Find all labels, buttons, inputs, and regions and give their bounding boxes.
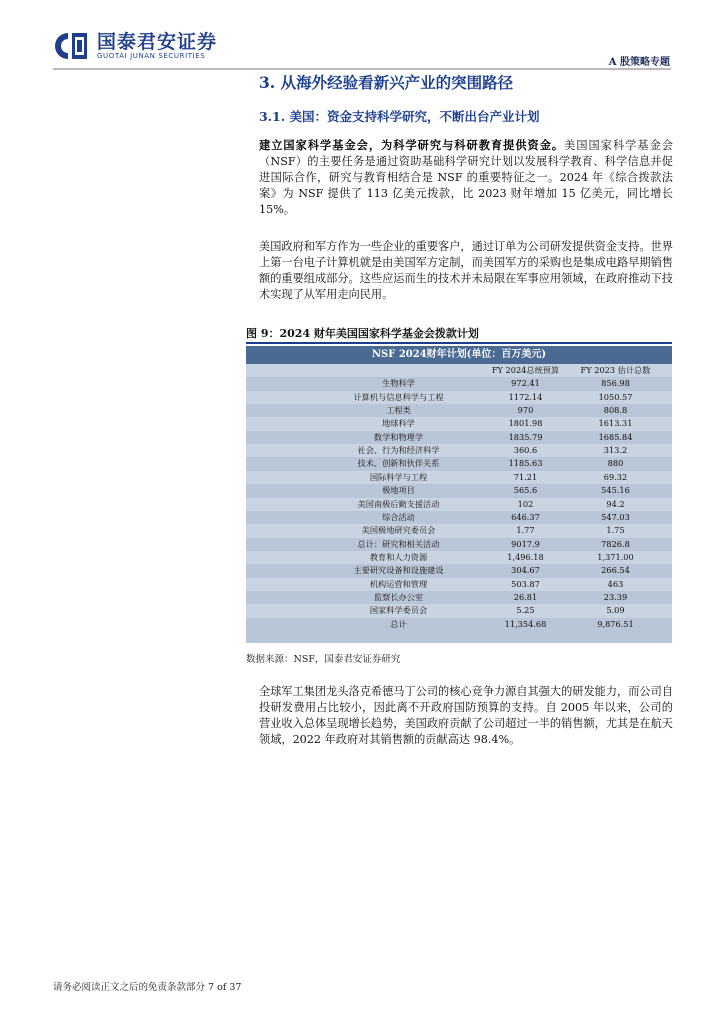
row-label: 总计：研究和相关活动 [357, 538, 440, 549]
row-value: 808.8 [603, 405, 628, 416]
table-row [246, 591, 672, 604]
row-label: 极地项目 [382, 485, 415, 496]
row-label: 主要研究设备和设施建设 [353, 565, 444, 576]
row-value: 26.81 [513, 591, 538, 602]
row-value: 503.87 [511, 578, 540, 589]
row-value: 1.75 [606, 525, 625, 536]
row-value: 565.6 [513, 485, 538, 496]
figure-source: 数据来源：NSF，国泰君安证券研究 [246, 654, 401, 665]
table-row [246, 391, 672, 404]
row-value: 1185.63 [508, 458, 543, 469]
row-label: 生物科学 [382, 378, 415, 389]
row-value: 266.54 [601, 565, 630, 576]
row-value: 304.67 [511, 565, 540, 576]
row-value: 23.39 [603, 591, 628, 602]
row-value: 9,876.51 [597, 618, 634, 629]
row-value: 313.2 [603, 445, 628, 456]
table-row [246, 404, 672, 417]
section-title: 3. 从海外经验看新兴产业的突围路径 [259, 73, 514, 92]
table-row [246, 417, 672, 430]
figure-title: 图 9：2024 财年美国国家科学基金会拨款计划 [246, 327, 479, 340]
row-value: 5.09 [606, 605, 625, 616]
nsf-budget-table [246, 346, 672, 643]
row-label: 地球科学 [382, 418, 415, 429]
row-value: 102 [517, 498, 534, 509]
table-row [246, 564, 672, 577]
header-cell: FY 2024总统预算 [491, 365, 560, 375]
row-label: 计算机与信息科学与工程 [353, 391, 444, 402]
table-row [246, 511, 672, 524]
table-row [246, 618, 672, 631]
page-footer: 请务必阅读正文之后的免责条款部分 7 of 37 [53, 982, 242, 993]
row-label: 教育和人力资源 [369, 551, 428, 562]
table-row [246, 551, 672, 564]
logo-en-text: GUOTAI JUNAN SECURITIES [97, 51, 206, 60]
paragraph-1-lead: 建立国家科学基金会，为科学研究与科研教育提供资金。 [259, 138, 565, 152]
table-header-row [246, 364, 672, 377]
table-row [246, 457, 672, 470]
row-label: 技术、创新和伙伴关系 [357, 458, 440, 469]
table-row [246, 471, 672, 484]
row-label: 总计 [390, 618, 407, 629]
table-row [246, 444, 672, 457]
row-value: 463 [607, 578, 624, 589]
row-value: 7826.8 [601, 538, 630, 549]
row-value: 856.98 [601, 378, 630, 389]
row-label: 国际科学与工程 [369, 471, 428, 482]
row-value: 1801.98 [508, 418, 543, 429]
table-row [246, 484, 672, 497]
row-value: 94.2 [606, 498, 625, 509]
row-value: 1.77 [516, 525, 535, 536]
table-row [246, 604, 672, 617]
table-row [246, 377, 672, 390]
row-label: 监察长办公室 [373, 591, 424, 602]
row-value: 1,371.00 [597, 551, 634, 562]
row-value: 360.6 [513, 445, 538, 456]
row-label: 国家科学委员会 [369, 605, 428, 616]
table-row [246, 538, 672, 551]
table-row [246, 578, 672, 591]
row-label: 综合活动 [382, 511, 415, 522]
table-row [246, 524, 672, 537]
row-value: 1172.14 [508, 391, 543, 402]
page-header [0, 0, 724, 80]
row-value: 972.41 [511, 378, 540, 389]
row-value: 1,496.18 [507, 551, 544, 562]
row-label: 社会、行为和经济科学 [357, 445, 440, 456]
company-logo [53, 31, 217, 61]
row-value: 1050.57 [598, 391, 633, 402]
row-value: 69.32 [603, 471, 628, 482]
paragraph-1-body: 美国国家科学基金会（NSF）的主要任务是通过资助基础科学研究计划以发展科学教育、科学信息并促进国际合作，研究与教育相结合是 NSF 的重要特征之一。2024 年《综合拨款法案》为 NSF 提供了 113 亿美元拨款，比 2023 财年增加 15 亿美元，同比增长 15%。 [259, 139, 673, 216]
header-cell: FY 2023 估计总数 [580, 365, 651, 375]
row-label: 美国南极后勤支援活动 [357, 498, 440, 509]
row-value: 9017.9 [511, 538, 540, 549]
row-value: 1685.84 [598, 431, 633, 442]
header-divider [53, 68, 671, 70]
row-value: 970 [517, 405, 534, 416]
row-label: 美国极地研究委员会 [361, 525, 436, 536]
row-value: 1613.31 [598, 418, 633, 429]
row-value: 646.37 [511, 511, 540, 522]
row-value: 5.25 [516, 605, 535, 616]
row-value: 547.03 [601, 511, 630, 522]
logo-icon [53, 31, 91, 61]
logo-cn-text: 国泰君安证券 [97, 30, 218, 53]
row-label: 数学和物理学 [373, 431, 424, 442]
paragraph-3: 全球军工集团龙头洛克希德马丁公司的核心竞争力源自其强大的研发能力，而公司自投研发费用占比较小，因此离不开政府国防预算的支持。自 2005 年以来，公司的营业收入总体呈现增长趋势，美国政府贡献了公司超过一半的销售额，尤其是在航天领域，2022 年政府对其销售额的贡献高达 98.4%。 [259, 685, 673, 746]
table-row [246, 498, 672, 511]
figure-divider [246, 342, 672, 344]
table-title: NSF 2024财年计划(单位：百万美元) [246, 346, 672, 364]
row-label: 机构运营和管理 [369, 578, 428, 589]
row-value: 11,354.68 [504, 618, 547, 629]
row-value: 1835.79 [508, 431, 543, 442]
row-label: 工程类 [386, 405, 411, 416]
row-value: 545.16 [601, 485, 630, 496]
paragraph-2: 美国政府和军方作为一些企业的重要客户，通过订单为公司研发提供资金支持。世界上第一台电子计算机就是由美国军方定制，而美国军方的采购也是集成电路早期销售额的重要组成部分。这些应运而生的技术并未局限在军事应用领域，在政府推动下技术实现了从军用走向民用。 [259, 240, 673, 301]
row-value: 880 [607, 458, 624, 469]
report-category: A 股策略专题 [608, 57, 670, 68]
paragraph-1 [259, 137, 673, 218]
table-row [246, 431, 672, 444]
subsection-title: 3.1. 美国：资金支持科学研究，不断出台产业计划 [259, 109, 540, 124]
row-value: 71.21 [513, 471, 538, 482]
